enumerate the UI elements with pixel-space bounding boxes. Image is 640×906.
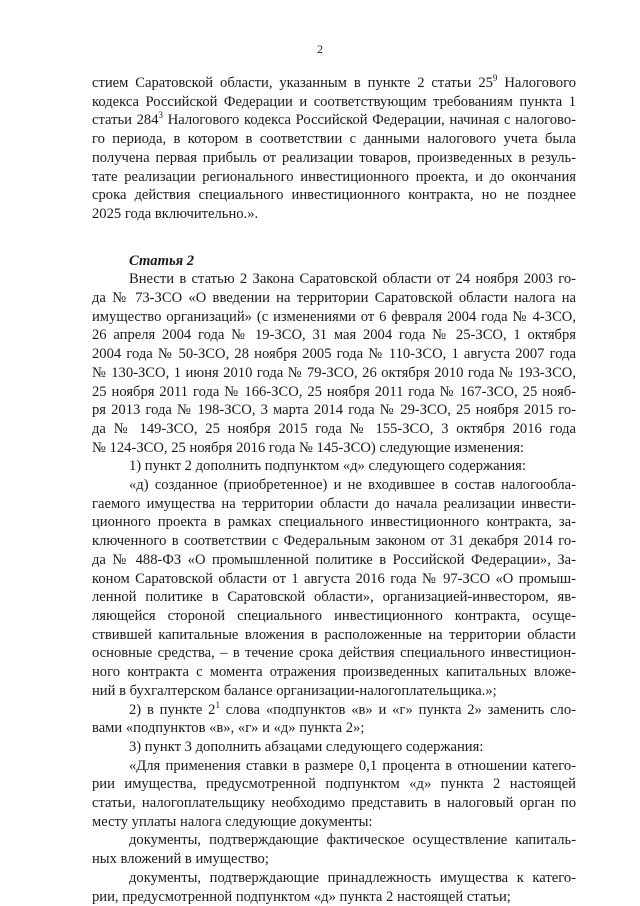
text-line: ных вложений в имущество;	[92, 851, 269, 868]
text-line: ря 2013 года № 198-ЗСО, 3 марта 2014 года № 29-ЗСО, 25 ноября 2015 го-	[92, 402, 576, 419]
text-line: да № 488-ФЗ «О промышленной политике в Российской Федерации», За-	[92, 551, 576, 568]
paragraph-documents-capex	[92, 831, 576, 868]
text-line: 2) в пункте $2^1$ слова «подпунктов «в» и «г» пункта 2» заменить сло-	[129, 699, 576, 718]
text-line: ствившей капитальные вложения в расположенные на территории области	[92, 626, 576, 643]
text-line: статьи, налогоплательщику необходимо представить в налоговый орган по	[92, 795, 576, 812]
text-line: 2004 года № 50-ЗСО, 28 ноября 2005 года № 110-ЗСО, 1 августа 2007 года	[92, 346, 576, 363]
paragraph-continuation	[92, 74, 576, 224]
text-line: месту уплаты налога следующие документы:	[92, 813, 373, 830]
text-line: 26 апреля 2004 года № 19-ЗСО, 31 мая 2004 года № 25-ЗСО, 1 октября	[92, 327, 576, 344]
text-line: 2025 года включительно.».	[92, 205, 259, 222]
paragraph-subpoint-d	[92, 476, 576, 700]
document-body	[92, 74, 576, 906]
page-number: 2	[317, 42, 323, 56]
text-line: получена первая прибыль от реализации товаров, произведенных в резуль-	[92, 149, 576, 166]
text-line: стием Саратовской области, указанным в пункте 2 статьи $25^9$ Налогового	[92, 73, 576, 91]
text-line: ленной политике в Саратовской области», организацией-инвестором, яв-	[92, 589, 576, 606]
list-item: 3) пункт 3 дополнить абзацами следующего содержания:	[129, 738, 484, 755]
list-item	[92, 701, 576, 738]
text-line: № 130-ЗСО, 1 июня 2010 года № 79-ЗСО, 26 октября 2010 года № 193-ЗСО,	[92, 364, 576, 381]
text-line: № 124-ЗСО, 25 ноября 2016 года № 145-ЗСО) следующие изменения:	[92, 439, 524, 456]
text-line: срока действия специального инвестиционного контракта, но не позднее	[92, 187, 576, 204]
text-line: да № 73-ЗСО «О введении на территории Саратовской области налога на	[92, 290, 576, 307]
text-line: документы, подтверждающие принадлежность имущества к катего-	[129, 869, 576, 886]
text-line: кодекса Российской Федерации и соответствующим требованиям пункта 1	[92, 93, 576, 110]
text-line: гаемого имущества на территории области до начала реализации инвести-	[92, 495, 576, 512]
text-line: вами «подпунктов «в», «г» и «д» пункта 2»;	[92, 720, 365, 737]
text-line: да № 149-ЗСО, 25 ноября 2015 года № 155-ЗСО, 3 октября 2016 года	[92, 420, 576, 437]
text-line: рии имущества, предусмотренной подпунктом «д» пункта 2 настоящей	[92, 776, 576, 793]
text-line: ляющейся стороной специального инвестиционного контракта, осуще-	[92, 607, 576, 624]
text-line: Внести в статью 2 Закона Саратовской области от 24 ноября 2003 го-	[129, 271, 576, 288]
paragraph-amendment-intro	[92, 270, 576, 457]
list-item: 1) пункт 2 дополнить подпунктом «д» следующего содержания:	[129, 458, 526, 475]
text-line: 25 ноября 2011 года № 166-ЗСО, 25 ноября 2011 года № 167-ЗСО, 25 нояб-	[92, 383, 576, 400]
text-line: тате реализации регионального инвестиционного проекта, и до окончания	[92, 168, 576, 185]
text-line: коном Саратовской области от 1 августа 2016 года № 97-ЗСО «О промыш-	[92, 570, 576, 587]
text-line: ного контракта с момента отражения произведенных капитальных вложе-	[92, 664, 576, 681]
text-line: документы, подтверждающие фактическое осуществление капиталь-	[129, 832, 576, 849]
text-line: рии, предусмотренной подпунктом «д» пункта 2 настоящей статьи;	[92, 888, 511, 905]
text-line: «д) созданное (приобретенное) и не входившее в состав налогообла-	[129, 477, 576, 494]
paragraph-documents-category	[92, 869, 576, 906]
text-line: имущество организаций» (с изменениями от 6 февраля 2004 года № 4-ЗСО,	[92, 308, 576, 325]
text-line: основные средства, – в течение срока действия специального инвестицион-	[92, 645, 576, 662]
text-line: ключенного в соответствии с Федеральным законом от 31 декабря 2014 го-	[92, 533, 576, 550]
paragraph-rate-conditions	[92, 757, 576, 832]
text-line: статьи $284^3$ Налогового кодекса Российской Федерации, начиная с налогово-	[92, 110, 576, 129]
article-heading: Статья 2	[129, 252, 195, 269]
text-line: го периода, в котором в соответствии с данными налогового учета была	[92, 131, 576, 148]
text-line: ционного проекта в рамках специального инвестиционного контракта, за-	[92, 514, 576, 531]
text-line: ний в бухгалтерском балансе организации-налогоплательщика.»;	[92, 682, 497, 699]
text-line: «Для применения ставки в размере 0,1 процента в отношении катего-	[129, 757, 576, 774]
